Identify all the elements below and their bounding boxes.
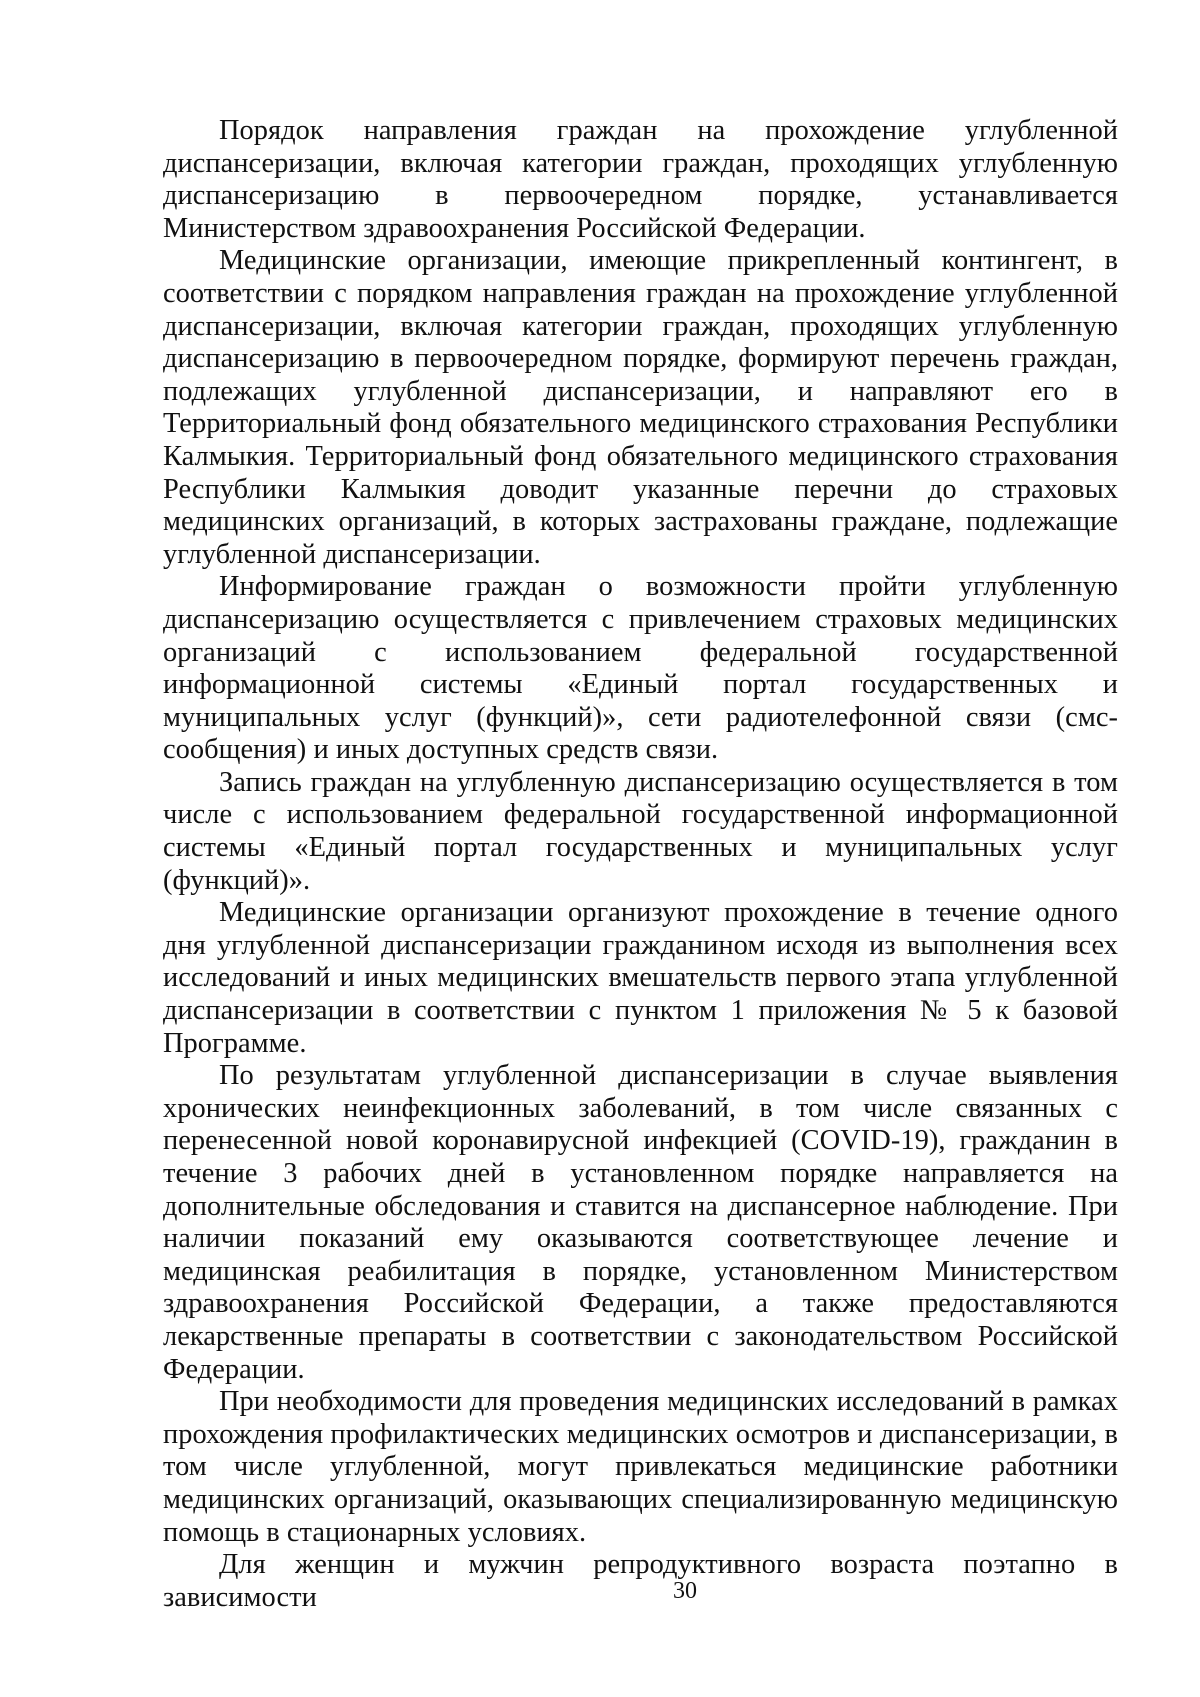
- paragraph-5: Медицинские организации организуют прохождение в течение одного дня углубленной диспансеризации гражданином исходя из выполнения всех исследований и иных медицинских вмешательств первого этапа углубленной диспансеризации в соответствии с пунктом 1 приложения № 5 к базовой Программе.: [163, 897, 1118, 1059]
- paragraph-6: По результатам углубленной диспансеризации в случае выявления хронических неинфекционных заболеваний, в том числе связанных с перенесенной новой коронавирусной инфекцией (COVID-19), гражданин в течение 3 рабочих дней в установленном порядке направляется на дополнительные обследования и ставится на диспансерное наблюдение. При наличии показаний ему оказываются соответствующее лечение и медицинская реабилитация в порядке, установленном Министерством здравоохранения Российской Федерации, а также предоставляются лекарственные препараты в соответствии с законодательством Российской Федерации.: [163, 1060, 1118, 1385]
- body-text: [163, 115, 1118, 1614]
- page-number: 30: [673, 1578, 697, 1604]
- paragraph-3: Информирование граждан о возможности пройти углубленную диспансеризацию осуществляется с привлечением страховых медицинских организаций с использованием федеральной государственной информационной системы «Единый портал государственных и муниципальных услуг (функций)», сети радиотелефонной связи (смс-сообщения) и иных доступных средств связи.: [163, 571, 1118, 766]
- paragraph-2: Медицинские организации, имеющие прикрепленный контингент, в соответствии с порядком направления граждан на прохождение углубленной диспансеризации, включая категории граждан, проходящих углубленную диспансеризацию в первоочередном порядке, формируют перечень граждан, подлежащих углубленной диспансеризации, и направляют его в Территориальный фонд обязательного медицинского страхования Республики Калмыкия. Территориальный фонд обязательного медицинского страхования Республики Калмыкия доводит указанные перечни до страховых медицинских организаций, в которых застрахованы граждане, подлежащие углубленной диспансеризации.: [163, 245, 1118, 570]
- paragraph-4: Запись граждан на углубленную диспансеризацию осуществляется в том числе с использованием федеральной государственной информационной системы «Единый портал государственных и муниципальных услуг (функций)».: [163, 766, 1118, 896]
- paragraph-7: При необходимости для проведения медицинских исследований в рамках прохождения профилактических медицинских осмотров и диспансеризации, в том числе углубленной, могут привлекаться медицинские работники медицинских организаций, оказывающих специализированную медицинскую помощь в стационарных условиях.: [163, 1386, 1118, 1548]
- paragraph-8: Для женщин и мужчин репродуктивного возраста поэтапно в зависимости: [163, 1549, 1118, 1613]
- paragraph-1: Порядок направления граждан на прохождение углубленной диспансеризации, включая категории граждан, проходящих углубленную диспансеризацию в первоочередном порядке, устанавливается Министерством здравоохранения Российской Федерации.: [163, 115, 1118, 244]
